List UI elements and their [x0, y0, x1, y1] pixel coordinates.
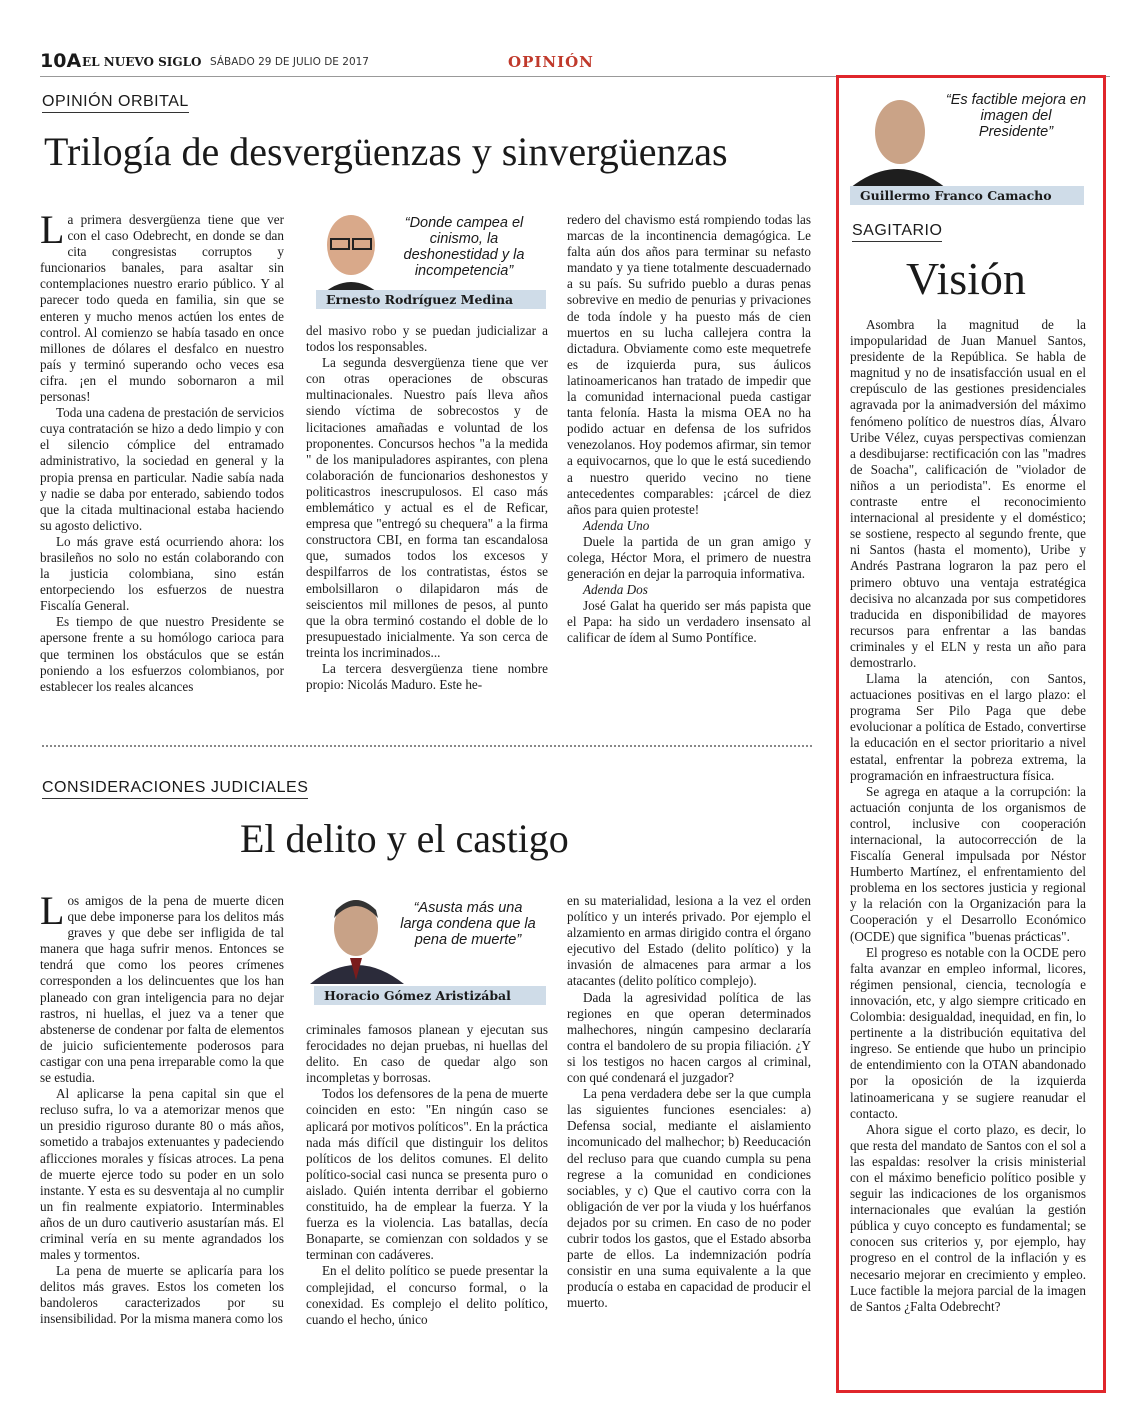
- article1-author-box: [306, 205, 538, 310]
- adenda-dos-title: Adenda Dos: [583, 582, 648, 598]
- article1-column-2: del masivo robo y se puedan judicializar a todos los responsables. La segunda desvergüenza tiene que ver con otras operaciones de obscuras multinacionales. Nuestro país lleva años siendo víctima de sobrecostos y de licitaciones amañadas e voluntad de los proponentes. Concursos hechos "a la medida " de los manipuladores aspirantes, con plena colaboración de funcionarios deshonestos y politicastros inescrupulosos. El caso más emblemático y actual es el de Reficar, empresa que "entregó su chequera" a la firma constructora CBI, en forma tan escandalosa que, sumados todos los excesos y despilfarros de los contratistas, éstos se embolsillaron o dilapidaron más de seiscientos mil millones de pesos, al punto que la obra terminó costando el doble de lo presupuestado inicialmente. Ya son cerca de treinta los incriminados... La tercera desvergüenza tiene nombre propio: Nicolás Maduro. Este he-: [306, 323, 548, 693]
- author-portrait: [314, 205, 388, 297]
- dropcap: L: [40, 207, 65, 252]
- article2-quote: “Asusta más una larga condena que la pena de muerte”: [400, 900, 536, 948]
- article2-column-2: criminales famosos planean y ejecutan sus ferocidades no dejan pruebas, ni huellas del delito. En caso de quedar algo son incompletas y borrosas. Todos los defensores de la pena de muerte coinciden en esto: "En ningún caso se aplicará por motivos políticos". En la práctica nada más difícil que distinguir los delitos políticos de los delitos comunes. El delito político-social casi nunca se presenta puro o aislado. Quién intenta derribar el gobierno constituido, ha de emplear la fuerza. Y la fuerza es la violencia. Las batallas, decía Bonaparte, se comienzan con soldados y se terminan con cadáveres. En el delito político se puede presentar la complejidad, el concurso formal, o la conexidad. Es complejo el delito político, cuando el hecho, único: [306, 1022, 548, 1327]
- section-name: OPINIÓN: [508, 53, 594, 71]
- article3-quote: “Es factible mejora en imagen del Presidente”: [945, 92, 1087, 140]
- page-header: [40, 50, 1110, 77]
- article1-column-1: La primera desvergüenza tiene que ver con el caso Odebrecht, en donde se dan cita congresistas corruptos y funcionarios banales, para asaltar sin contemplaciones nuestro erario público. Y al parecer todo queda en familia, sin que se enteren y mucho menos actúen los entes de control. Al comienzo se había tasado en once millones de dólares el desfalco en nuestro país y terminó superando ocho veces esa cifra. ¡en el mundo sobornaron a mil personas! Toda una cadena de prestación de servicios cuya contratación se hizo a dedo limpio y con el silencio cómplice del entramado administrativo, la sociedad en general y la propia prensa en particular. Nadie sabía nada y nadie se daba por enterado, sabiendo todos que la citada multinacional estaba haciendo su agosto delictivo. Lo más grave está ocurriendo ahora: los brasileños no solo no están colaborando con la justicia colombiana, sino están entorpeciendo los esfuerzos de nuestra Fiscalía General. Es tiempo de que nuestro Presidente se apersone frente a su homólogo carioca para que terminen los obstáculos que se están poniendo a los esfuerzos colombianos, por establecer los reales alcances: [40, 207, 284, 694]
- article2-headline: El delito y el castigo: [240, 816, 569, 861]
- article1-quote: “Donde campea el cinismo, la deshonestidad y la incompetencia”: [403, 215, 525, 279]
- article3-headline: Visión: [906, 253, 1026, 304]
- article2-author-box: [306, 888, 538, 1006]
- adenda-uno-title: Adenda Uno: [583, 517, 650, 533]
- author-portrait: [310, 888, 404, 984]
- author-portrait: [850, 84, 946, 188]
- article2-author-name: Horacio Gómez Aristizábal: [314, 986, 546, 1005]
- page-number: 10A: [40, 50, 82, 72]
- article1-section-label: OPINIÓN ORBITAL: [42, 93, 189, 113]
- article3-section-label: SAGITARIO: [852, 222, 942, 242]
- article2-column-3: en su materialidad, lesiona a la vez el orden político y un interés privado. Por ejemplo el alzamiento en armas dirigido contra el órgano ejecutivo del Estado (delito político) y la invasión de almacenes para armar a los atacantes (delito político complejo). Dada la agresividad política de las regiones en que operan determinados malhechores, ningún campesino declararía contra el bandolero de su propia filiación. ¿Y si los testigos no hacen cargos al criminal, con qué condenará el juzgador? La pena verdadera debe ser la que cumpla las siguientes funciones esenciales: a) Defensa social, mediante el aislamiento incomunicado del malhechor; b) Reeducación del recluso para que cuando cumpla su pena regrese a la comunidad en condiciones sociables, y c) Que el cautivo corra con la obligación de ver por la viuda y los huérfanos dejados por su crimen. En caso de no poder cubrir todos los gastos, que el Estado absorba parte de ellos. La indemnización podría consistir en una suma equivalente a la que producía o estaba en capacidad de producir el muerto.: [567, 893, 811, 1311]
- article3-author-name: Guillermo Franco Camacho: [850, 186, 1084, 205]
- article3-body: Asombra la magnitud de la impopularidad de Juan Manuel Santos, presidente de la República. Se habla de magnitud y no de insatisfacción usual en el crepúsculo de las gestiones presidenciales agravada por la animadversión del máximo fenómeno político de nuestros días, Álvaro Uribe Vélez, cuyas perspectivas comienzan a desdibujarse: rectificación con las "madres de Soacha", calificación de "violador de niños a un periodista". Es enorme el contraste entre el reconocimiento internacional al presidente y el doméstico; se sostiene, respecto al segundo frente, que ni Santos (hasta el momento), Uribe y Andrés Pastrana lograron la paz pero el primero obtuvo una ventaja estratégica decisiva no alcanzada por sus competidores traducida en disponibilidad de mayores recursos para enfrentar a las bandas criminales y el ELN y resta un año para demostrarlo. Llama la atención, con Santos, actuaciones positivas en el largo plazo: el programa Ser Pilo Paga que debe evolucionar a política de Estado, convertirse la educación en el sector prioritario a nivel estatal, enfrentar la pobreza extrema, la programación en infraestructura física. Se agrega en ataque a la corrupción: la actuación conjunta de los organismos de control, inclusive con cooperación internacional, la autocorrección de la Fiscalía General impulsada por Néstor Humberto Martínez, el enfrentamiento del problema en los sectores justicia y regional y la relación con la Organización para la Cooperación y el Desarrollo Económico (OCDE) que significa "buenas prácticas". El progreso es notable con la OCDE pero falta avanzar en empleo informal, licores, régimen pensional, ciencia, tecnología e innovación, etc, y algo siempre criticado en Colombia: desigualdad, inequidad, en fin, lo pertinente a la distribución equitativa del ingreso. Se entiende que hubo un principio de entendimiento con la OTAN abandonado por la oposición de la izquierda latinoamericana y se sugiere reanudar el contacto. Ahora sigue el corto plazo, es decir, lo que resta del mandato de Santos con el sol a las espaldas: resolver la crisis ministerial con el máximo beneficio político posible y seguir las indicaciones de los organismos internacionales que evalúan la gestión pública y cuyo concepto es fundamental; se conocen sus criterios y, por ejemplo, hay progreso en el control de la inflación y es necesario mejorar en crecimiento y empleo. Luce factible la mejora parcial de la imagen de Santos ¿Falta Odebrecht?: [850, 317, 1086, 1314]
- article1-headline: Trilogía de desvergüenzas y sinvergüenzas: [44, 129, 728, 174]
- dropcap: L: [40, 888, 65, 933]
- article1-column-3: redero del chavismo está rompiendo todas las marcas de la incontinencia demagógica. Le falta aún dos años para terminar su nefasto mandato y ya tiene totalmente descuadernado a su país. Su sufrido pueblo a duras penas sobrevive en medio de penurias y privaciones de toda índole y ha puesto más de cien muertos en su lucha callejera contra la dictadura. Obviamente como este mequetrefe es de izquierda pura, sus áulicos latinoamericanos han tratado de impedir que la comunidad internacional pueda castigar tanta felonía. Hasta la misma OEA no ha podido actuar en defensa de los sufridos venezolanos. Hoy podemos afirmar, sin temor a equivocarnos, que lo que le está sucediendo a nuestro querido vecino no tiene antecedentes comparables: ¡cárcel de diez años para quien proteste! Adenda Uno Duele la partida de un gran amigo y colega, Héctor Mora, el primero de nuestra generación en dejar la parroquia informativa. Adenda Dos José Galat ha querido ser más papista que el Papa: ha sido un verdadero insensato al calificar de ídem al Sumo Pontífice.: [567, 212, 811, 646]
- article2-column-1: Los amigos de la pena de muerte dicen que debe imponerse para los delitos más graves y que debe ser infligida de tal manera que haga sufrir menos. Entonces se tendrá que como los peores crímenes corresponden a los delincuentes que los han planeado con gran inteligencia para no dejar rastros, ni huellas, el juez va a tener que abstenerse de condenar por falta de elementos de juicio suficientemente poderosos para castigar con una pena irreparable como la que se estudia. Al aplicarse la pena capital sin que el recluso sufra, lo va a atemorizar menos que un presidio riguroso durante 80 o más años, sometido a trabajos extenuantes y padeciendo aflicciones morales y físicas atroces. La pena de muerte ejerce todo su poder en un solo instante. Y esta es su desventaja al no cumplir un fin realmente expiatorio. Interminables años de un duro cautiverio asustarían más. El criminal vería en su mente agrandados los males y tormentos. La pena de muerte se aplicaría para los delitos más graves. Estos los cometen los bandoleros caracterizados por su insensibilidad. Por la misma manera como los: [40, 888, 284, 1327]
- article2-section-label: CONSIDERACIONES JUDICIALES: [42, 779, 308, 799]
- issue-date: SÁBADO 29 DE JULIO DE 2017: [210, 56, 369, 68]
- article3-author-box: [850, 84, 1090, 206]
- section-divider: [42, 745, 812, 747]
- article1-author-name: Ernesto Rodríguez Medina: [316, 290, 546, 309]
- paper-name: EL NUEVO SIGLO: [82, 55, 202, 69]
